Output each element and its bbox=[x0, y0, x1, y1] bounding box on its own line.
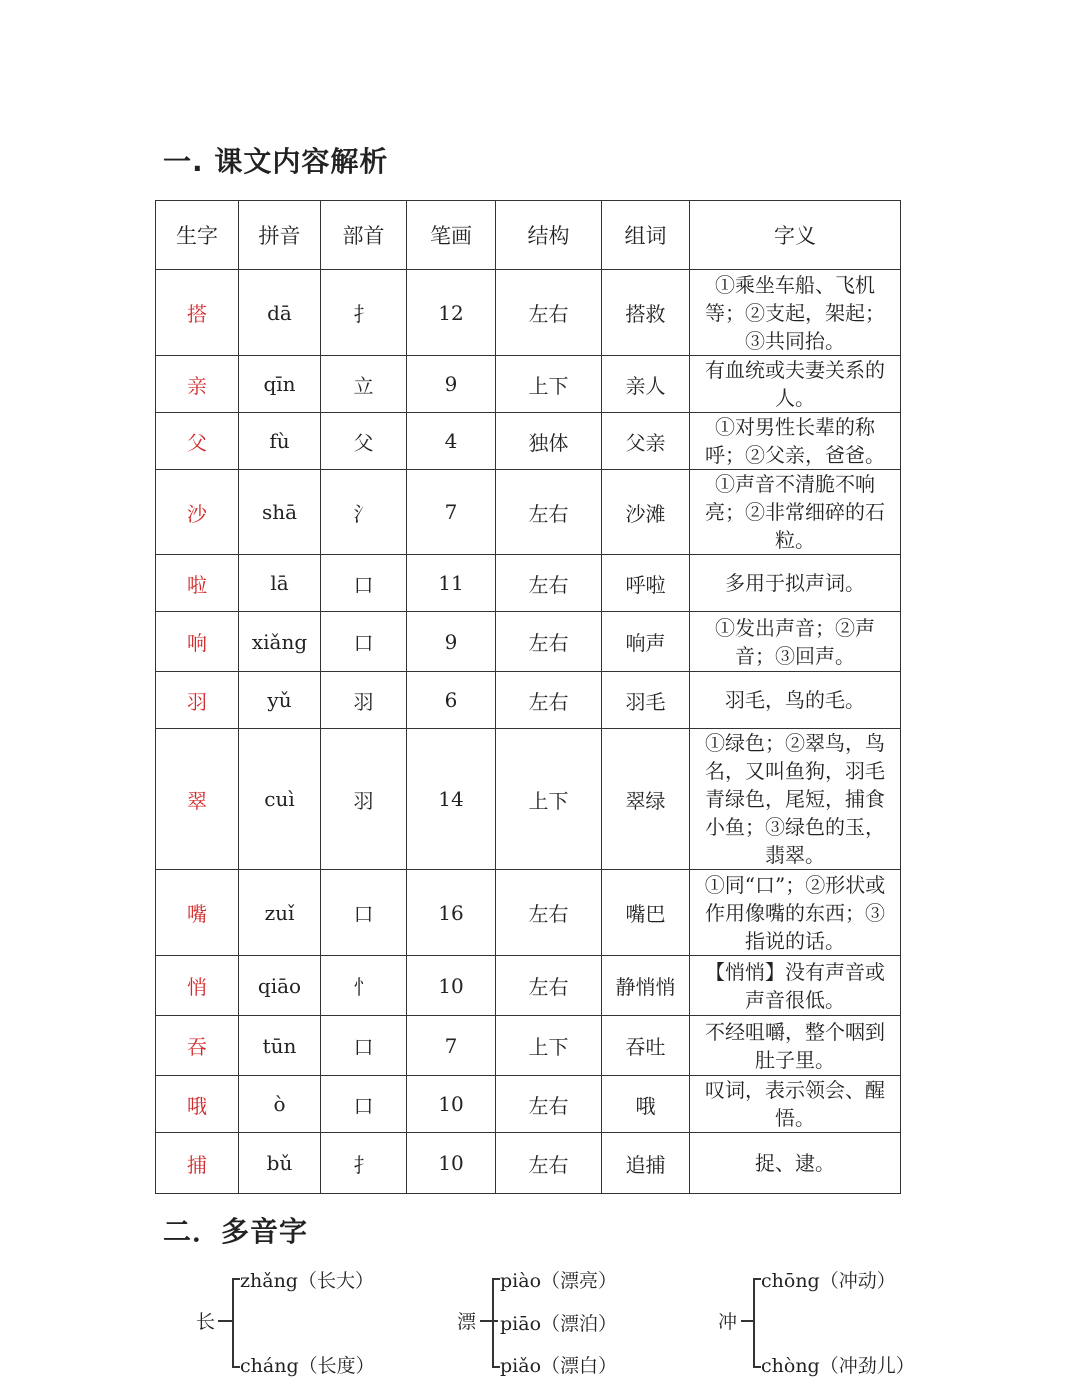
cell-meaning: ①声音不清脆不响亮；②非常细碎的石粒。 bbox=[690, 470, 901, 555]
cell-radical: 口 bbox=[321, 1076, 407, 1133]
cell-radical: 立 bbox=[321, 356, 407, 413]
cell-word: 哦 bbox=[602, 1076, 690, 1133]
polyphone-reading: zhǎng（长大） bbox=[240, 1270, 374, 1292]
cell-meaning: ①同“口”；②形状或作用像嘴的东西；③指说的话。 bbox=[690, 870, 901, 956]
header-strokes: 笔画 bbox=[407, 201, 496, 270]
cell-meaning: 捉、逮。 bbox=[690, 1133, 901, 1194]
cell-word: 羽毛 bbox=[602, 672, 690, 729]
cell-pinyin: yǔ bbox=[239, 672, 321, 729]
cell-pinyin: qiāo bbox=[239, 956, 321, 1016]
character-table bbox=[155, 200, 901, 1194]
cell-structure: 左右 bbox=[496, 470, 602, 555]
cell-word: 父亲 bbox=[602, 413, 690, 470]
cell-structure: 左右 bbox=[496, 672, 602, 729]
cell-radical: 口 bbox=[321, 555, 407, 612]
cell-meaning: 多用于拟声词。 bbox=[690, 555, 901, 612]
bracket-line bbox=[741, 1320, 753, 1322]
bracket bbox=[232, 1278, 240, 1368]
cell-structure: 左右 bbox=[496, 555, 602, 612]
cell-char: 翠 bbox=[156, 729, 239, 870]
cell-word: 吞吐 bbox=[602, 1016, 690, 1076]
table-row bbox=[156, 356, 901, 413]
cell-word: 嘴巴 bbox=[602, 870, 690, 956]
cell-meaning: 叹词，表示领会、醒悟。 bbox=[690, 1076, 901, 1133]
polyphone-char: 漂 bbox=[457, 1311, 477, 1333]
cell-char: 捕 bbox=[156, 1133, 239, 1194]
cell-word: 响声 bbox=[602, 612, 690, 672]
cell-radical: 羽 bbox=[321, 729, 407, 870]
cell-char: 沙 bbox=[156, 470, 239, 555]
section2-title: 二．多音字 bbox=[163, 1215, 309, 1248]
cell-radical: 父 bbox=[321, 413, 407, 470]
cell-structure: 左右 bbox=[496, 956, 602, 1016]
cell-pinyin: xiǎng bbox=[239, 612, 321, 672]
table-row bbox=[156, 729, 901, 870]
cell-structure: 左右 bbox=[496, 612, 602, 672]
cell-pinyin: zuǐ bbox=[239, 870, 321, 956]
bracket-line bbox=[218, 1320, 232, 1322]
cell-char: 响 bbox=[156, 612, 239, 672]
cell-pinyin: lā bbox=[239, 555, 321, 612]
cell-word: 搭救 bbox=[602, 270, 690, 356]
cell-char: 父 bbox=[156, 413, 239, 470]
cell-meaning: 不经咀嚼，整个咽到肚子里。 bbox=[690, 1016, 901, 1076]
table-row bbox=[156, 612, 901, 672]
header-char: 生字 bbox=[156, 201, 239, 270]
cell-strokes: 14 bbox=[407, 729, 496, 870]
section1-title: 一. 课文内容解析 bbox=[163, 145, 389, 178]
cell-strokes: 9 bbox=[407, 356, 496, 413]
cell-strokes: 7 bbox=[407, 1016, 496, 1076]
table-row bbox=[156, 1133, 901, 1194]
cell-radical: 羽 bbox=[321, 672, 407, 729]
cell-radical: 口 bbox=[321, 870, 407, 956]
polyphone-reading: piāo（漂泊） bbox=[500, 1313, 618, 1335]
cell-meaning: ①绿色；②翠鸟，鸟名，又叫鱼狗，羽毛青绿色，尾短，捕食小鱼；③绿色的玉，翡翠。 bbox=[690, 729, 901, 870]
table-row bbox=[156, 470, 901, 555]
cell-word: 追捕 bbox=[602, 1133, 690, 1194]
cell-meaning: 羽毛，鸟的毛。 bbox=[690, 672, 901, 729]
cell-structure: 上下 bbox=[496, 356, 602, 413]
cell-strokes: 16 bbox=[407, 870, 496, 956]
cell-meaning: 有血统或夫妻关系的人。 bbox=[690, 356, 901, 413]
table-row bbox=[156, 555, 901, 612]
cell-char: 亲 bbox=[156, 356, 239, 413]
cell-word: 沙滩 bbox=[602, 470, 690, 555]
header-radical: 部首 bbox=[321, 201, 407, 270]
cell-meaning: ①对男性长辈的称呼；②父亲，爸爸。 bbox=[690, 413, 901, 470]
cell-pinyin: shā bbox=[239, 470, 321, 555]
polyphone-reading: piǎo（漂白） bbox=[500, 1355, 618, 1377]
bracket bbox=[753, 1278, 761, 1368]
table-row bbox=[156, 672, 901, 729]
table-row bbox=[156, 270, 901, 356]
polyphone-reading: piào（漂亮） bbox=[500, 1270, 618, 1292]
cell-word: 亲人 bbox=[602, 356, 690, 413]
polyphone-char: 长 bbox=[196, 1311, 216, 1333]
polyphone-char: 冲 bbox=[718, 1311, 738, 1333]
cell-char: 羽 bbox=[156, 672, 239, 729]
header-structure: 结构 bbox=[496, 201, 602, 270]
cell-structure: 左右 bbox=[496, 270, 602, 356]
cell-structure: 左右 bbox=[496, 1076, 602, 1133]
cell-pinyin: ò bbox=[239, 1076, 321, 1133]
cell-strokes: 10 bbox=[407, 1076, 496, 1133]
header-word: 组词 bbox=[602, 201, 690, 270]
cell-strokes: 12 bbox=[407, 270, 496, 356]
cell-meaning: 【悄悄】没有声音或声音很低。 bbox=[690, 956, 901, 1016]
cell-structure: 上下 bbox=[496, 729, 602, 870]
table-row bbox=[156, 1016, 901, 1076]
cell-word: 静悄悄 bbox=[602, 956, 690, 1016]
table-row bbox=[156, 956, 901, 1016]
cell-pinyin: cuì bbox=[239, 729, 321, 870]
cell-structure: 左右 bbox=[496, 1133, 602, 1194]
cell-pinyin: tūn bbox=[239, 1016, 321, 1076]
cell-strokes: 10 bbox=[407, 956, 496, 1016]
header-pinyin: 拼音 bbox=[239, 201, 321, 270]
cell-radical: 扌 bbox=[321, 270, 407, 356]
cell-strokes: 6 bbox=[407, 672, 496, 729]
cell-radical: 口 bbox=[321, 1016, 407, 1076]
cell-pinyin: dā bbox=[239, 270, 321, 356]
bracket-line bbox=[492, 1320, 498, 1322]
cell-word: 呼啦 bbox=[602, 555, 690, 612]
cell-char: 啦 bbox=[156, 555, 239, 612]
table-row bbox=[156, 1076, 901, 1133]
cell-strokes: 7 bbox=[407, 470, 496, 555]
polyphone-reading: cháng（长度） bbox=[240, 1355, 375, 1377]
cell-strokes: 10 bbox=[407, 1133, 496, 1194]
bracket-line bbox=[480, 1320, 492, 1322]
cell-pinyin: qīn bbox=[239, 356, 321, 413]
cell-strokes: 4 bbox=[407, 413, 496, 470]
table-row bbox=[156, 413, 901, 470]
polyphone-reading: chōng（冲动） bbox=[761, 1270, 896, 1292]
cell-char: 悄 bbox=[156, 956, 239, 1016]
cell-char: 搭 bbox=[156, 270, 239, 356]
polyphone-reading: chòng（冲劲儿） bbox=[761, 1355, 915, 1377]
cell-word: 翠绿 bbox=[602, 729, 690, 870]
cell-meaning: ①发出声音；②声音；③回声。 bbox=[690, 612, 901, 672]
cell-pinyin: bǔ bbox=[239, 1133, 321, 1194]
table-row bbox=[156, 870, 901, 956]
cell-char: 吞 bbox=[156, 1016, 239, 1076]
cell-pinyin: fù bbox=[239, 413, 321, 470]
cell-strokes: 9 bbox=[407, 612, 496, 672]
bracket bbox=[492, 1278, 500, 1368]
table-header-row bbox=[156, 201, 901, 270]
header-meaning: 字义 bbox=[690, 201, 901, 270]
cell-structure: 上下 bbox=[496, 1016, 602, 1076]
cell-char: 哦 bbox=[156, 1076, 239, 1133]
cell-structure: 左右 bbox=[496, 870, 602, 956]
cell-strokes: 11 bbox=[407, 555, 496, 612]
cell-structure: 独体 bbox=[496, 413, 602, 470]
cell-radical: 忄 bbox=[321, 956, 407, 1016]
cell-radical: 扌 bbox=[321, 1133, 407, 1194]
cell-char: 嘴 bbox=[156, 870, 239, 956]
cell-radical: 氵 bbox=[321, 470, 407, 555]
cell-radical: 口 bbox=[321, 612, 407, 672]
cell-meaning: ①乘坐车船、飞机等；②支起，架起；③共同抬。 bbox=[690, 270, 901, 356]
